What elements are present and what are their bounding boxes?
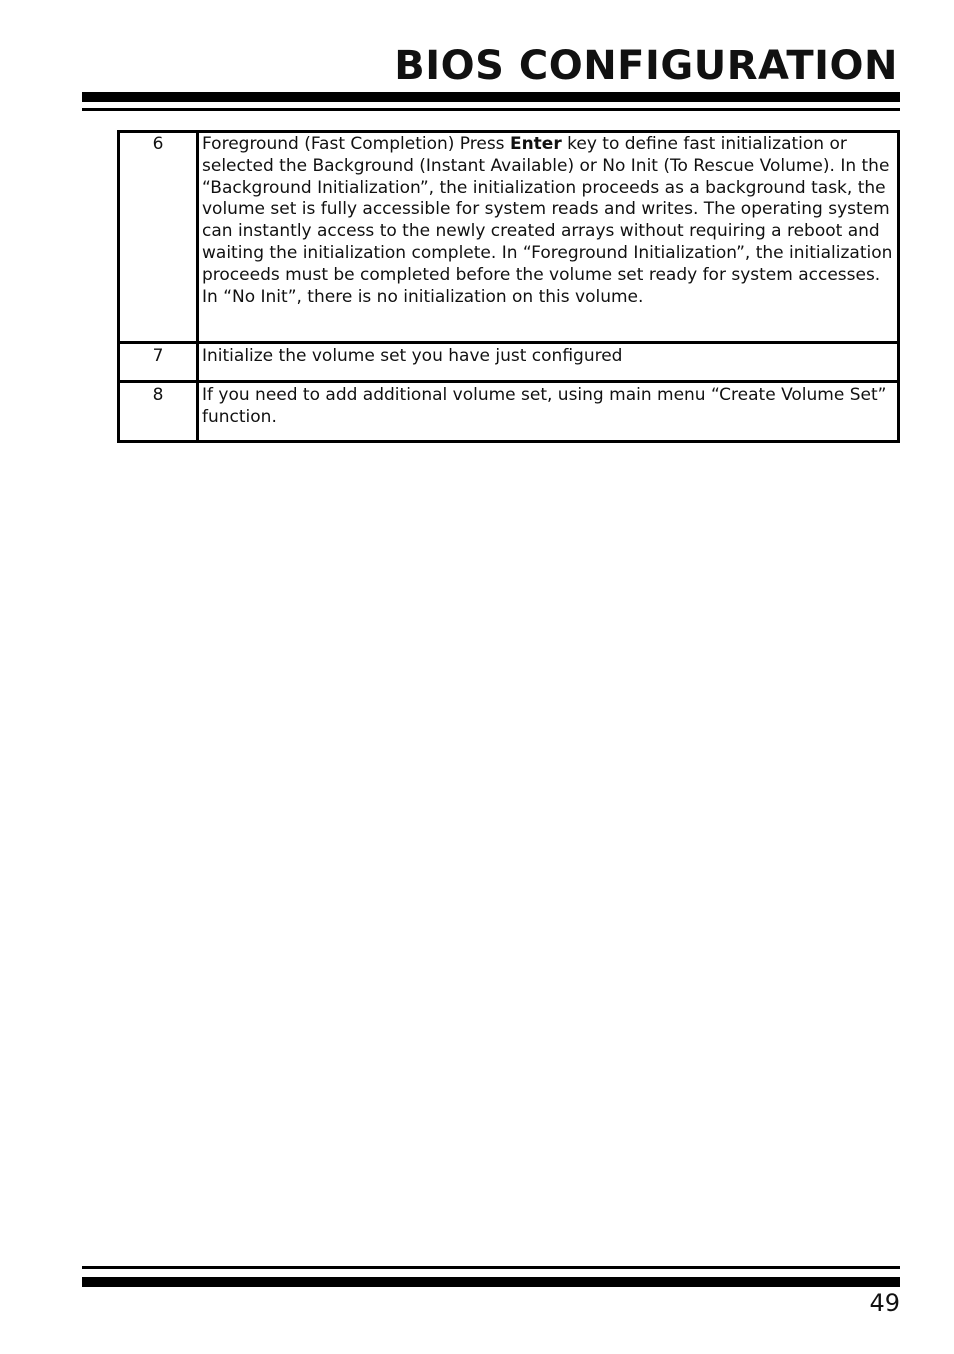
table-row — [119, 382, 899, 442]
footer-rule-thin — [82, 1266, 900, 1269]
footer-rule-thick — [82, 1277, 900, 1287]
step-description — [198, 132, 899, 343]
header-rule-thick — [82, 92, 900, 102]
step-text-before: Foreground (Fast Completion) Press — [202, 134, 510, 154]
header-rule-thin — [82, 108, 900, 111]
step-number: 8 — [119, 382, 198, 442]
step-number: 7 — [119, 343, 198, 382]
steps-table — [117, 130, 900, 443]
enter-key-label: Enter — [509, 134, 562, 154]
step-description: Initialize the volume set you have just configured — [198, 343, 899, 382]
step-text-after: key to define fast initialization or selected the Background (Instant Available) or No Init (To Rescue Volume). In the “Background Initialization”, the initialization proceeds as a background task, the volume set is fully accessible for system reads and writes. The operating system can instantly access to the newly created arrays without requiring a reboot and waiting the initialization complete. In “Foreground Initialization”, the initialization proceeds must be completed before the volume set ready for system accesses. In “No Init”, there is no initialization on this volume. — [202, 134, 893, 307]
step-number: 6 — [119, 132, 198, 343]
table-row — [119, 132, 899, 343]
step-description: If you need to add additional volume set, using main menu “Create Volume Set” function. — [198, 382, 899, 442]
table-row — [119, 343, 899, 382]
page-number: 49 — [869, 1289, 900, 1317]
page-title: BIOS CONFIGURATION — [394, 43, 898, 89]
